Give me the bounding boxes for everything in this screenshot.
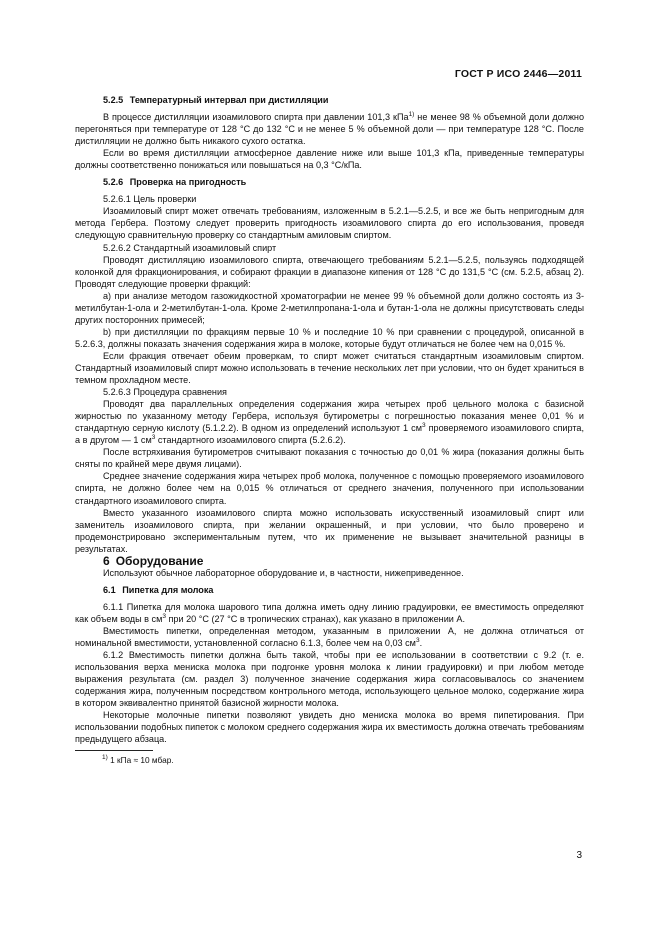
paragraph: Изоамиловый спирт может отвечать требованиям, изложенным в 5.2.1—5.2.5, и все же быть непригодным для метода Гербера. Поэтому следует проверить пригодность изоамилового спирта до его использования, проведя следующую сравнительную проверку со стандартным амиловым спиртом.	[75, 206, 584, 241]
paragraph: Если во время дистилляции атмосферное давление ниже или выше 101,3 кПа, приведенные температуры должны соответственно понижаться или повышаться на 0,3 °С/кПа.	[75, 148, 584, 171]
section-heading-5-2-6: 5.2.6 Проверка на пригодность	[103, 177, 247, 188]
list-item-b: b) при дистилляции по фракциям первые 10 % и последние 10 % при сравнении с процедурой, описанной в 5.2.6.3, должны показать значения содержания жира в молоке, которые будут отличаться не более чем на 0,015 %.	[75, 326, 584, 349]
list-item-a: a) при анализе методом газожидкостной хроматографии не менее 99 % объемной доли должно состоять из 3-метилбутан-1-ола и 2-метилбутан-1-ола. Кроме 2-метилпропана-1-ола и бутан-1-ола не должны присутствовать следы других посторонних примесей;	[75, 290, 584, 325]
page-number: 3	[576, 850, 582, 861]
paragraph: Среднее значение содержания жира четырех проб молока, полученное с помощью проверяемого изоамилового спирта, не должно более чем на 0,015 % отличаться от среднего значения, полученного при использовании стандартного изоамилового спирта.	[75, 471, 584, 506]
footnote: $^{1)}$ 1 кПа ≈ 10 мбар.	[102, 754, 174, 766]
paragraph: Вместо указанного изоамилового спирта можно использовать искусственный изоамиловый спирт или заменитель изоамилового спирта, при желании окрашенный, и при условии, что было проверено и продемонстрировано экспериментальным путем, что их применение не вызывает значительной разницы в результатах.	[75, 507, 584, 554]
paragraph: 6.1.2 Вместимость пипетки должна быть такой, чтобы при ее использовании в соответствии с 9.2 (т. е. использования верха мениска молока при подгонке уровня молока к линии градуировки) и при любом методе выражения результата (см. раздел 3) полученное значение содержания жира согласовывалось со значением содержания жира, полученным посредством контрольного метода, использующего цельное молоко, содержание жира в котором эквивалентно принятой базисной жирности молока.	[75, 650, 584, 709]
paragraph: Некоторые молочные пипетки позволяют увидеть дно мениска молока во время пипетирования. При использовании подобных пипеток с молоком среднего содержания жира их вместимость должна отвечать требованиям предыдущего абзаца.	[75, 710, 584, 745]
paragraph: Если фракция отвечает обеим проверкам, то спирт может считаться стандартным изоамиловым спиртом. Стандартный изоамиловый спирт можно использовать в течение нескольких лет при условии, что он будет храниться в темном прохладном месте.	[75, 350, 584, 386]
section-heading-5-2-5: 5.2.5 Температурный интервал при дистилляции	[103, 95, 329, 105]
footnote-separator	[75, 750, 153, 751]
paragraph: Проводят дистилляцию изоамилового спирта, отвечающего требованиям 5.2.1—5.2.5, пользуясь подходящей колонкой для фракционирования, и собирают фракции в диапазоне кипения от 128 °С до 131,5 °С (см. 5.2.5, абзац 2). Проводят следующие проверки фракций:	[75, 254, 584, 289]
subsection-heading: 5.2.6.1 Цель проверки	[103, 194, 197, 205]
paragraph: Используют обычное лабораторное оборудование и, в частности, нижеприведенное.	[103, 567, 464, 578]
section-heading-6: 6 Оборудование	[103, 553, 204, 568]
paragraph: Вместимость пипетки, определенная методом, указанным в приложении А, не должна отличаться от номинальной вместимости, установленной согласно 6.1.3, более чем на 0,03 $см^3$.	[75, 625, 584, 649]
subsection-heading: 5.2.6.3 Процедура сравнения	[103, 387, 227, 398]
document-body	[75, 94, 584, 766]
section-heading-6-1: 6.1 Пипетка для молока	[103, 584, 214, 595]
footnote-ref: 1)	[408, 111, 415, 119]
paragraph: В процессе дистилляции изоамилового спирта при давлении 101,3 кПа$^{1)}$ не менее 98 % объемной доли должно перегоняться при температуре от 128 °С до 132 °С и не менее 5 % объемной доли — при температуре 128 °С. После дистилляции не должно быть никакого сухого остатка.	[75, 111, 585, 147]
paragraph: 6.1.1 Пипетка для молока шарового типа должна иметь одну линию градуировки, ее вместимость определяют как объем воды в $см^3$ при 20 °С (27 °С в тропических странах), как указано в приложении А.	[75, 601, 584, 624]
subsection-heading: 5.2.6.2 Стандартный изоамиловый спирт	[103, 242, 277, 253]
document-code: ГОСТ Р ИСО 2446—2011	[454, 68, 582, 80]
paragraph: Проводят два параллельных определения содержания жира четырех проб цельного молока с базисной жирностью по указанному методу Гербера, используя бутирометры с погрешностью показания менее 0,01 % и стандартную серную кислоту (5.1.2.2). В одном из определений используют 1 $см^3$ проверяемого изоамилового спирта, а в другом — 1 $см^3$ стандартного изоамилового спирта (5.2.6.2).	[75, 399, 584, 446]
paragraph: После встряхивания бутирометров считывают показания с точностью до 0,01 % жира (показания должны быть сняты по крайней мере двумя лицами).	[75, 447, 584, 470]
